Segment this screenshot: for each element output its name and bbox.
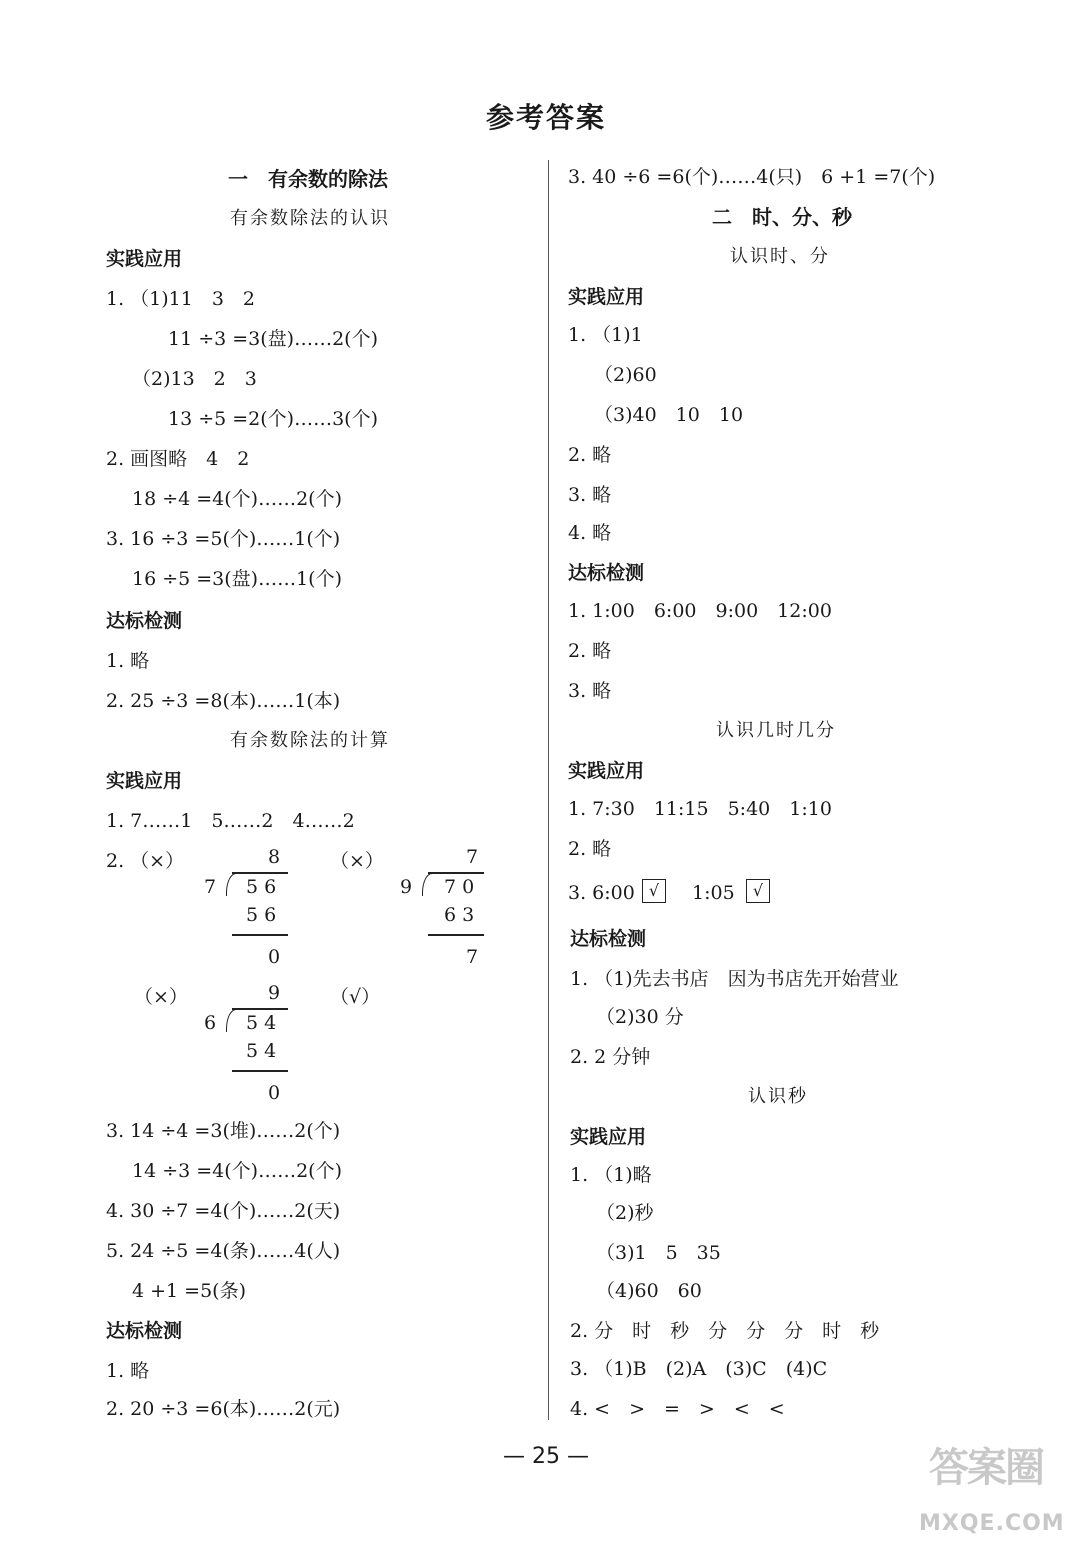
product: 5 4 [246,1040,277,1062]
section-title: 有余数除法的计算 [230,730,390,751]
division-bracket [226,1009,237,1032]
answer-line: 2. 略 [568,838,612,860]
answer-line: （3)1 5 35 [596,1242,721,1264]
answer-line: 1. 略 [106,1360,150,1382]
remainder: 0 [268,946,281,968]
section-title: 有余数除法的认识 [230,208,390,229]
section-heading: 实践应用 [106,248,183,270]
subtraction-line [232,1070,288,1072]
watermark-logo [919,1436,1065,1536]
section-heading: 实践应用 [570,1126,647,1148]
answer-line: 1. （1)略 [570,1164,652,1186]
chapter-title: 二 时、分、秒 [712,205,852,229]
answer-line: （2)30 分 [596,1006,684,1028]
answer-line: 3. 16 ÷3 =5(个)……1(个) [106,528,341,550]
answer-line: 2. 略 [568,640,612,662]
answer-line: （4)60 60 [596,1280,702,1302]
page-title: 参考答案 [485,101,606,134]
answer-line: 13 ÷5 =2(个)……3(个) [168,408,379,430]
watermark-url: MXQE.COM [919,1511,1065,1536]
remainder: 0 [268,1082,281,1104]
answer-line: 1. 略 [106,650,150,672]
section-heading: 达标检测 [570,928,647,950]
answer-line: 1. 7:30 11:15 5:40 1:10 [568,798,832,820]
answer-line: 3. 6:00 [568,882,635,904]
answer-line: （2)60 [594,364,657,386]
answer-line: 2. 画图略 4 2 [106,448,250,470]
chapter-title: 一 有余数的除法 [228,167,388,191]
answer-line: 1. （1)1 [568,324,643,346]
check-box: √ [746,879,770,903]
answer-line: 11 ÷3 =3(盘)……2(个) [168,328,379,350]
answer-line: 4 +1 =5(条) [132,1280,247,1302]
answer-line: 2. 略 [568,444,612,466]
subtraction-line [428,934,484,936]
answer-line: 5. 24 ÷5 =4(条)……4(人) [106,1240,341,1262]
check-box: √ [642,879,666,903]
division-bar [232,872,288,874]
answer-line: 3. 14 ÷4 =3(堆)……2(个) [106,1120,341,1142]
remainder: 7 [466,946,479,968]
answer-line: 4. 略 [568,522,612,544]
answer-line: 3. 40 ÷6 =6(个)……4(只) 6 +1 =7(个) [568,166,936,188]
dividend: 5 6 [246,876,277,898]
answer-line: （2)秒 [596,1202,654,1224]
answer-line: 4. < > = > < < [570,1398,785,1420]
divisor: 6 [204,1012,217,1034]
section-heading: 达标检测 [106,610,183,632]
answer-line: （3)40 10 10 [594,404,744,426]
division-bar [232,1008,288,1010]
dividend: 7 0 [444,876,475,898]
answer-line: 14 ÷3 =4(个)……2(个) [132,1160,343,1182]
answer-line: 18 ÷4 =4(个)……2(个) [132,488,343,510]
quotient: 8 [268,846,281,868]
answer-line: 3. （1)B (2)A (3)C (4)C [570,1358,828,1380]
division-bracket [226,873,237,896]
product: 6 3 [444,904,475,926]
section-title: 认识时、分 [730,246,830,267]
subtraction-line [232,934,288,936]
section-heading: 实践应用 [106,770,183,792]
watermark-text: 答案圈 [929,1445,1043,1491]
answer-line: （2)13 2 3 [132,368,257,390]
answer-line: 2. 2 分钟 [570,1046,651,1068]
quotient: 7 [466,846,479,868]
page-number: — 25 — [503,1444,589,1469]
product: 5 6 [246,904,277,926]
answer-line: 2. 分 时 秒 分 分 分 时 秒 [570,1320,880,1342]
answer-line: 3. 略 [568,484,612,506]
answer-line: 2. 25 ÷3 =8(本)……1(本) [106,690,341,712]
answer-mark: （×） [134,986,188,1008]
section-heading: 达标检测 [106,1320,183,1342]
section-title: 认识秒 [748,1086,808,1107]
column-divider [548,160,549,1420]
division-bracket [422,873,433,896]
answer-line: 1. （1)11 3 2 [106,288,256,310]
divisor: 9 [400,876,413,898]
answer-line: 16 ÷5 =3(盘)……1(个) [132,568,343,590]
quotient: 9 [268,982,281,1004]
answer-line: 3. 略 [568,680,612,702]
section-title: 认识几时几分 [716,720,836,741]
answer-line: 4. 30 ÷7 =4(个)……2(天) [106,1200,341,1222]
answer-mark: （×） [330,850,384,872]
section-heading: 实践应用 [568,286,645,308]
answer-line: 1. 1:00 6:00 9:00 12:00 [568,600,832,622]
answer-line: 2. （×） [106,850,185,872]
answer-line: 1:05 [692,882,735,904]
answer-line: 2. 20 ÷3 =6(本)……2(元) [106,1398,341,1420]
section-heading: 达标检测 [568,562,645,584]
dividend: 5 4 [246,1012,277,1034]
answer-line: 1. 7……1 5……2 4……2 [106,810,355,832]
answer-line: 1. （1)先去书店 因为书店先开始营业 [570,968,899,990]
division-bar [428,872,484,874]
section-heading: 实践应用 [568,760,645,782]
answer-mark: （√） [330,986,381,1008]
divisor: 7 [204,876,217,898]
